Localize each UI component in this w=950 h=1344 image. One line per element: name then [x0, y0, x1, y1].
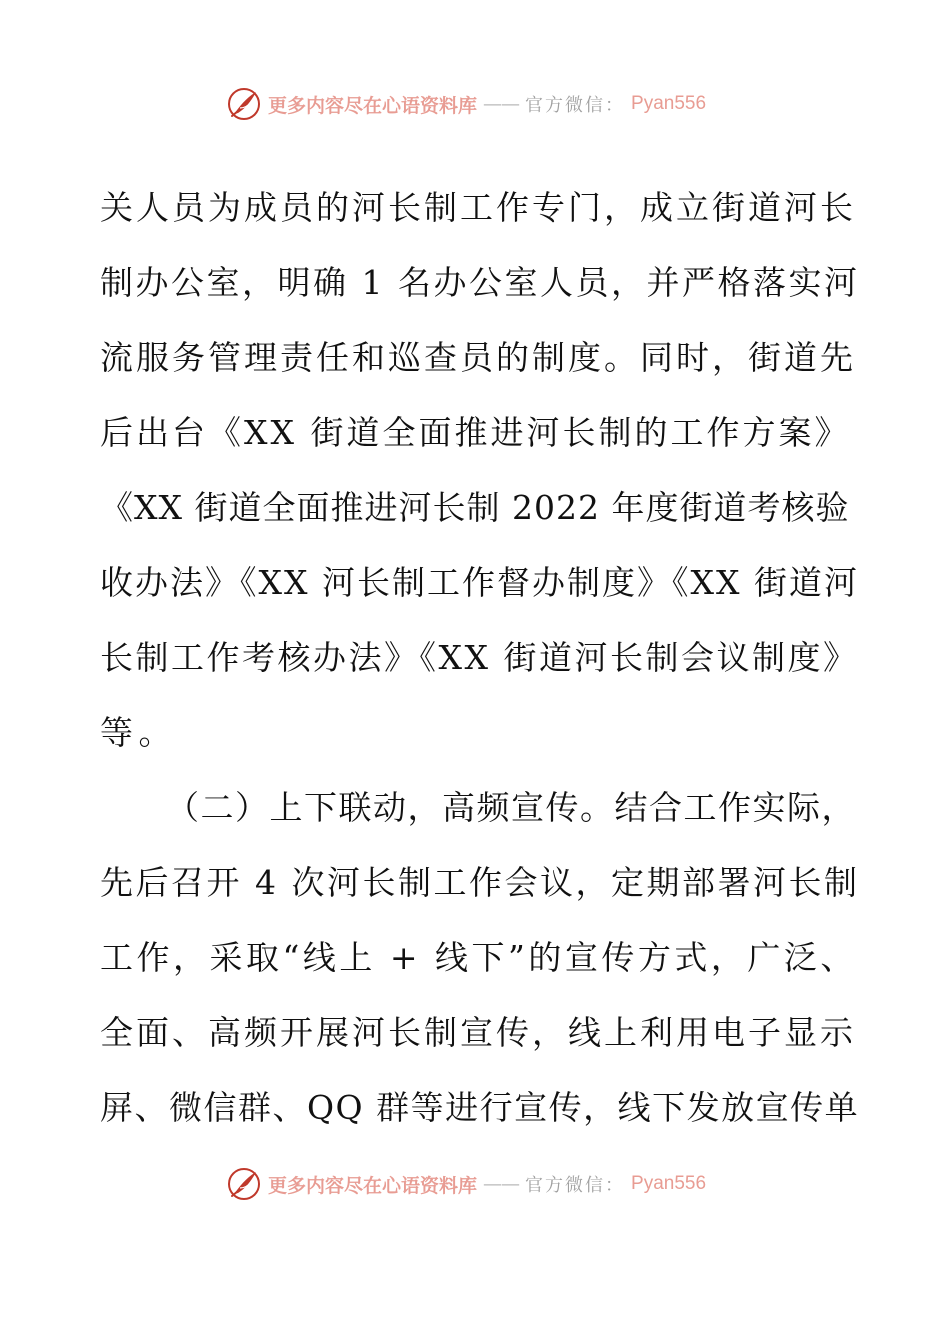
document-body	[100, 170, 860, 1145]
quill-pen-icon	[226, 1166, 262, 1202]
body-line-13: 屏、微信群、QQ 群等进行宣传，线下发放宣传单	[100, 1088, 860, 1127]
body-line-1: 关人员为成员的河长制工作专门，成立街道河长	[100, 188, 856, 227]
section-heading-paragraph: （二）上下联动，高频宣传。结合工作实际，	[166, 788, 856, 827]
body-line-10: 先后召开 4 次河长制工作会议，定期部署河长制	[100, 863, 860, 902]
quill-pen-icon	[226, 86, 262, 122]
body-line-2: 制办公室，明确 1 名办公室人员，并严格落实河	[100, 263, 860, 302]
body-line-6: 收办法》《XX 河长制工作督办制度》《XX 街道河	[100, 563, 859, 602]
body-line-5: 《XX 街道全面推进河长制 2022 年度街道考核验	[100, 488, 850, 527]
footer-wechat-label: 官方微信：	[525, 1175, 626, 1196]
header-brand-text: 更多内容尽在心语资料库	[268, 94, 478, 117]
body-line-4: 后出台《XX 街道全面推进河长制的工作方案》	[100, 413, 851, 452]
body-line-3: 流服务管理责任和巡查员的制度。同时，街道先	[100, 338, 856, 377]
footer-separator: ——	[483, 1173, 520, 1195]
body-line-8: 等。	[100, 713, 177, 752]
footer-banner	[226, 1162, 746, 1206]
footer-brand-text: 更多内容尽在心语资料库	[268, 1174, 478, 1197]
body-line-12: 全面、高频开展河长制宣传，线上利用电子显示	[100, 1013, 856, 1052]
header-wechat-label: 官方微信：	[525, 95, 626, 116]
footer-wechat-id: Pyan556	[631, 1173, 707, 1194]
body-line-7: 长制工作考核办法》《XX 街道河长制会议制度》	[100, 638, 859, 677]
header-banner	[226, 82, 746, 126]
header-separator: ——	[483, 93, 520, 115]
body-line-11: 工作，采取“线上 + 线下”的宣传方式，广泛、	[100, 938, 857, 977]
header-wechat-id: Pyan556	[631, 93, 707, 114]
